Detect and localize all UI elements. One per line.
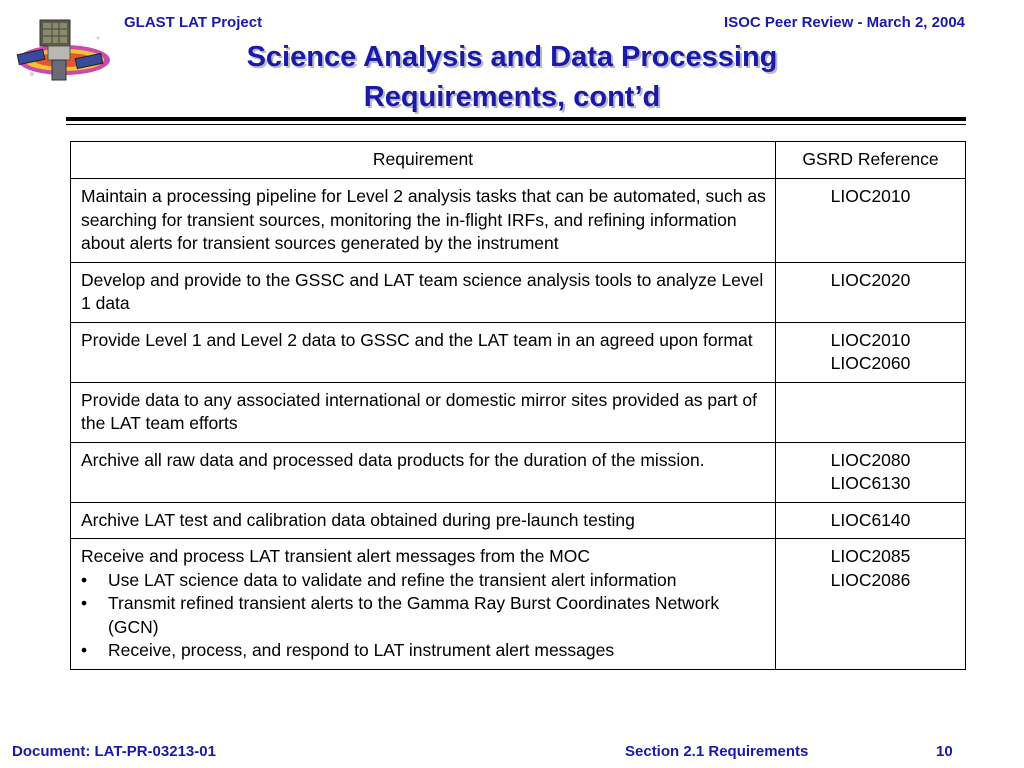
reference-cell <box>776 179 966 263</box>
table-row <box>71 502 966 539</box>
reference-cell <box>776 322 966 382</box>
requirement-cell <box>71 539 776 670</box>
reference-cell <box>776 502 966 539</box>
slide-title-line-2: Requirements, cont’d <box>363 81 661 113</box>
reference-id: LIOC2060 <box>830 353 911 373</box>
bullet-item: • Transmit refined transient alerts to the Gamma Ray Burst Coordinates Network (GCN) <box>81 592 767 639</box>
reference-id: LIOC6130 <box>830 473 911 493</box>
title-divider-thin <box>66 124 966 125</box>
requirements-table <box>70 141 966 670</box>
table-row <box>71 539 966 670</box>
reference-id: LIOC2080 <box>830 449 911 470</box>
reference-id: LIOC2086 <box>830 569 911 590</box>
reference-id: LIOC6140 <box>830 509 911 530</box>
table-row <box>71 262 966 322</box>
footer-document-id: Document: LAT-PR-03213-01 <box>12 743 216 760</box>
reference-cell <box>776 262 966 322</box>
bullet-item: • Use LAT science data to validate and refine the transient alert information <box>81 569 767 593</box>
requirement-bullet-list <box>81 569 767 663</box>
reference-cell <box>776 539 966 670</box>
reference-cell <box>776 442 966 502</box>
table-row <box>71 322 966 382</box>
reference-id: LIOC2010 <box>830 329 911 350</box>
requirement-cell: Develop and provide to the GSSC and LAT team science analysis tools to analyze Level 1 data <box>71 262 776 322</box>
requirement-cell: Archive all raw data and processed data products for the duration of the mission. <box>71 442 776 502</box>
reference-cell <box>776 382 966 442</box>
reference-id: LIOC2020 <box>830 269 911 290</box>
table-row <box>71 179 966 263</box>
table-header-row <box>71 142 966 179</box>
footer-section: Section 2.1 Requirements <box>625 743 809 760</box>
reference-id: LIOC2085 <box>830 546 911 566</box>
requirement-cell: Archive LAT test and calibration data obtained during pre-launch testing <box>71 502 776 539</box>
footer-page-number: 10 <box>936 743 953 760</box>
header-project: GLAST LAT Project <box>124 14 263 31</box>
table-row <box>71 442 966 502</box>
header-review-date: ISOC Peer Review - March 2, 2004 <box>724 14 965 31</box>
bullet-item: • Receive, process, and respond to LAT instrument alert messages <box>81 639 767 663</box>
requirement-text: Receive and process LAT transient alert messages from the MOC <box>81 546 591 566</box>
title-divider-thick <box>66 117 966 121</box>
table-row <box>71 382 966 442</box>
requirement-cell: Maintain a processing pipeline for Level 2 analysis tasks that can be automated, such as searching for transient sources, monitoring the in-flight IRFs, and refining information about alerts for transient sources generated by the instrument <box>71 179 776 263</box>
reference-id: LIOC2010 <box>830 186 911 206</box>
column-header-requirement: Requirement <box>71 142 776 179</box>
column-header-gsrd-reference: GSRD Reference <box>776 142 966 179</box>
requirement-cell: Provide data to any associated international or domestic mirror sites provided as part of the LAT team efforts <box>71 382 776 442</box>
slide-title-line-1: Science Analysis and Data Processing <box>246 41 778 73</box>
requirement-cell: Provide Level 1 and Level 2 data to GSSC and the LAT team in an agreed upon format <box>71 322 776 382</box>
